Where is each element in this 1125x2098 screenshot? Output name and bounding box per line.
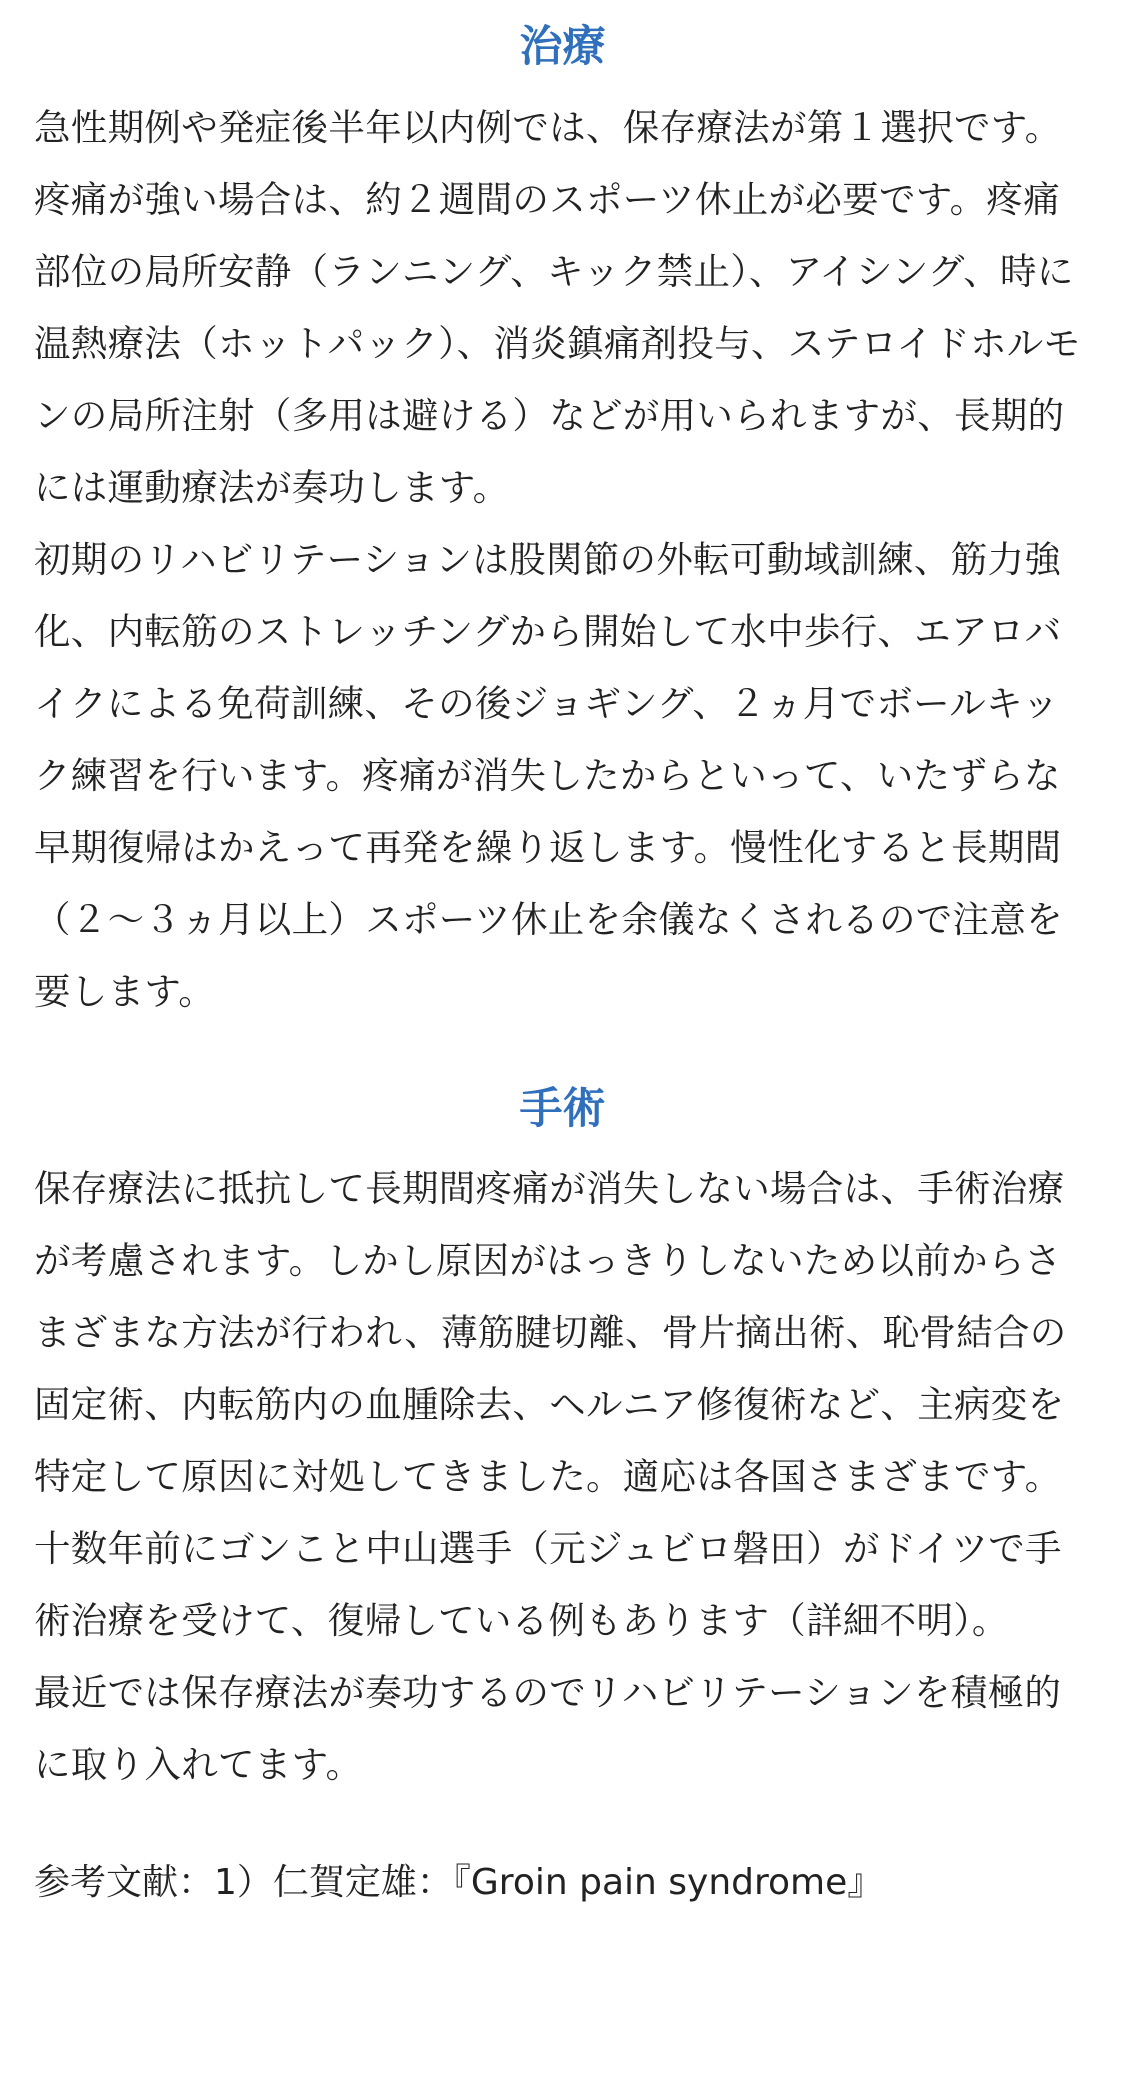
surgery-paragraph-2: 最近では保存療法が奏功するのでリハビリテーションを積極的に取り入れてます。 [34,1671,1062,1787]
surgery-paragraph-1: 保存療法に抵抗して長期間疼痛が消失しない場合は、手術治療が考慮されます。しかし原因がはっきりしないため以前からさまざまな方法が行われ、薄筋腱切離、骨片摘出術、恥骨結合の固定術、内転筋内の血腫除去、ヘルニア修復術など、主病変を特定して原因に対処してきました。適応は各国さまざまです。十数年前にゴンこと中山選手（元ジュビロ磐田）がドイツで手術治療を受けて、復帰している例もあります（詳細不明）。 [34,1167,1067,1643]
treatment-paragraph-1: 急性期例や発症後半年以内例では、保存療法が第１選択です。疼痛が強い場合は、約２週間のスポーツ休止が必要です。疼痛部位の局所安静（ランニング、キック禁止）、アイシング、時に温熱療法（ホットパック）、消炎鎮痛剤投与、ステロイドホルモンの局所注射（多用は避ける）などが用いられますが、長期的には運動療法が奏功します。 [34,105,1081,509]
treatment-paragraph-2: 初期のリハビリテーションは股関節の外転可動域訓練、筋力強化、内転筋のストレッチングから開始して水中歩行、エアロバイクによる免荷訓練、その後ジョギング、２ヵ月でボールキック練習を行います。疼痛が消失したからといって、いたずらな早期復帰はかえって再発を繰り返します。慢性化すると長期間（２～３ヵ月以上）スポーツ休止を余儀なくされるので注意を要します。 [34,537,1063,1013]
reference-prefix: 参考文献：1）仁賀定雄： [34,1862,453,1904]
surgery-heading: 手術 [519,1083,606,1134]
reference-line [34,1847,1091,1919]
reference-title: 『Groin pain syndrome』 [452,1862,884,1904]
treatment-heading: 治療 [519,22,606,72]
